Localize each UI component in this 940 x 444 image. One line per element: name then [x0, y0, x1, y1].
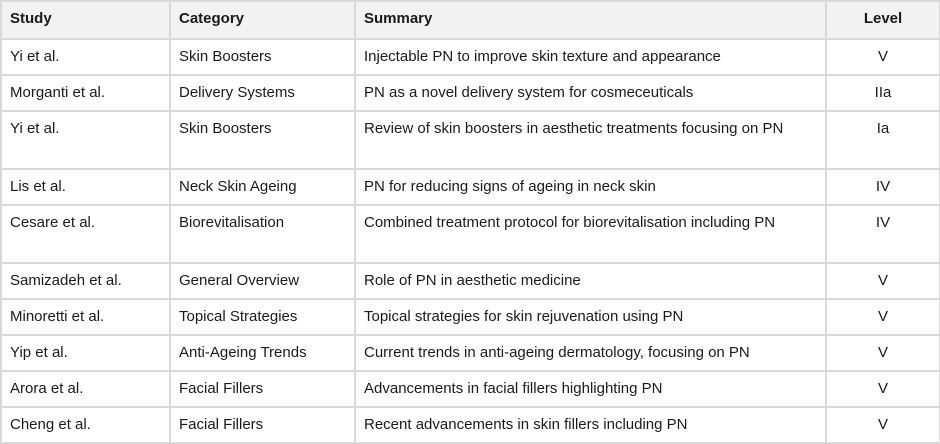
cell-summary: Recent advancements in skin fillers including PN [355, 407, 826, 443]
table-row [1, 407, 940, 443]
cell-study: Morganti et al. [1, 75, 170, 111]
header-summary: Summary [355, 1, 826, 39]
cell-summary: Injectable PN to improve skin texture and appearance [355, 39, 826, 75]
cell-summary: Review of skin boosters in aesthetic treatments focusing on PN [355, 111, 826, 169]
table-row [1, 299, 940, 335]
cell-summary: Combined treatment protocol for biorevitalisation including PN [355, 205, 826, 263]
cell-category: Facial Fillers [170, 407, 355, 443]
cell-category: Facial Fillers [170, 371, 355, 407]
cell-category: Biorevitalisation [170, 205, 355, 263]
table-row [1, 371, 940, 407]
cell-level: IV [826, 169, 940, 205]
cell-study: Cheng et al. [1, 407, 170, 443]
cell-category: General Overview [170, 263, 355, 299]
cell-summary: Advancements in facial fillers highlighting PN [355, 371, 826, 407]
cell-study: Arora et al. [1, 371, 170, 407]
cell-level: V [826, 263, 940, 299]
cell-study: Cesare et al. [1, 205, 170, 263]
table-row [1, 205, 940, 263]
cell-study: Yip et al. [1, 335, 170, 371]
cell-level: V [826, 335, 940, 371]
cell-study: Samizadeh et al. [1, 263, 170, 299]
cell-category: Skin Boosters [170, 39, 355, 75]
cell-category: Anti-Ageing Trends [170, 335, 355, 371]
cell-category: Neck Skin Ageing [170, 169, 355, 205]
table-row [1, 111, 940, 169]
cell-summary: PN as a novel delivery system for cosmeceuticals [355, 75, 826, 111]
header-study: Study [1, 1, 170, 39]
cell-study: Yi et al. [1, 111, 170, 169]
table-row [1, 75, 940, 111]
cell-category: Topical Strategies [170, 299, 355, 335]
table-row [1, 39, 940, 75]
cell-study: Lis et al. [1, 169, 170, 205]
cell-level: IIa [826, 75, 940, 111]
cell-study: Minoretti et al. [1, 299, 170, 335]
table-row [1, 263, 940, 299]
table-row [1, 335, 940, 371]
cell-summary: PN for reducing signs of ageing in neck skin [355, 169, 826, 205]
cell-category: Skin Boosters [170, 111, 355, 169]
cell-study: Yi et al. [1, 39, 170, 75]
cell-level: V [826, 299, 940, 335]
cell-summary: Topical strategies for skin rejuvenation using PN [355, 299, 826, 335]
header-category: Category [170, 1, 355, 39]
table-header-row [1, 1, 940, 39]
cell-level: V [826, 39, 940, 75]
header-level: Level [826, 1, 940, 39]
cell-level: IV [826, 205, 940, 263]
cell-level: V [826, 371, 940, 407]
cell-summary: Current trends in anti-ageing dermatology, focusing on PN [355, 335, 826, 371]
cell-level: V [826, 407, 940, 443]
cell-level: Ia [826, 111, 940, 169]
cell-summary: Role of PN in aesthetic medicine [355, 263, 826, 299]
table-row [1, 169, 940, 205]
cell-category: Delivery Systems [170, 75, 355, 111]
